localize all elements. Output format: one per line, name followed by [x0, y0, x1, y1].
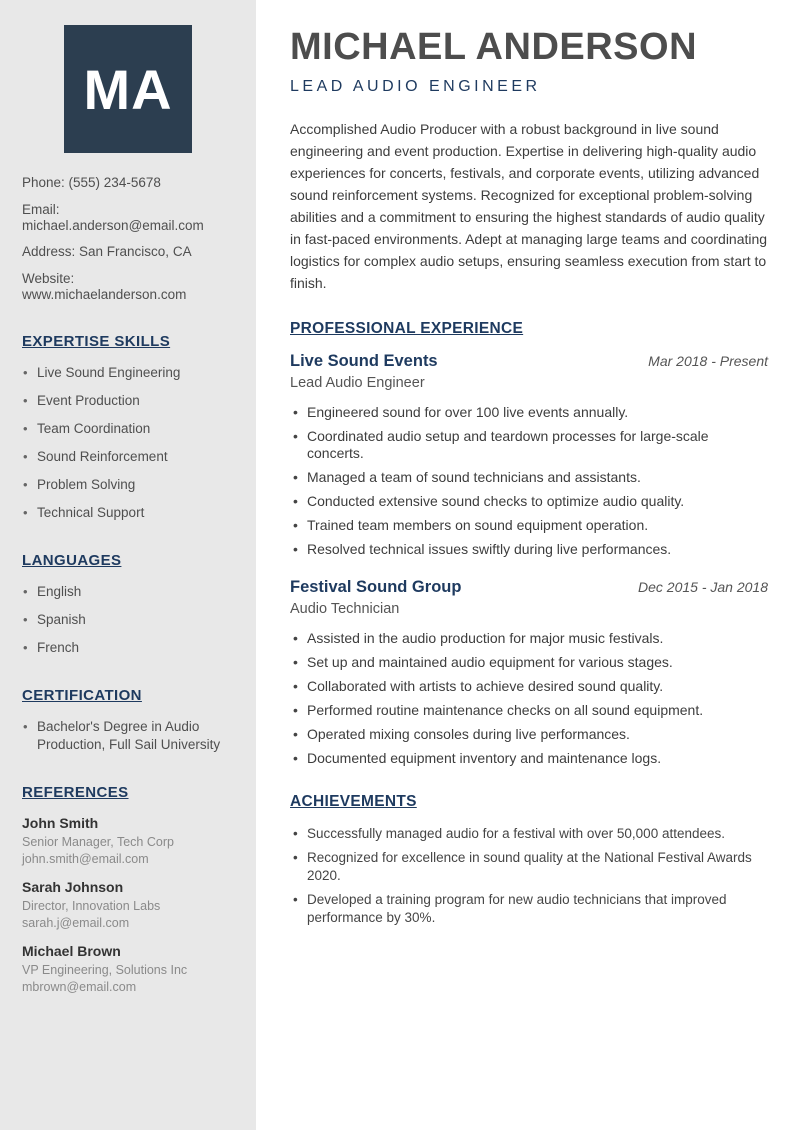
section-expertise-skills [22, 333, 234, 522]
achievement-item: • Successfully managed audio for a festival with over 50,000 attendees. [290, 825, 768, 843]
skill-item: • Sound Reinforcement [22, 448, 234, 466]
languages-list [22, 583, 234, 657]
job-bullet: • Operated mixing consoles during live performances. [290, 726, 768, 743]
section-achievements [290, 793, 768, 927]
avatar [64, 25, 192, 153]
reference-email: john.smith@email.com [22, 851, 149, 866]
job-bullet-list [290, 630, 768, 767]
job-company: Festival Sound Group [290, 578, 462, 596]
reference-email: sarah.j@email.com [22, 915, 130, 930]
skill-item: • Event Production [22, 392, 234, 410]
candidate-role: LEAD AUDIO ENGINEER [290, 78, 541, 95]
job-bullet: • Engineered sound for over 100 live events annually. [290, 404, 768, 421]
certification-title: CERTIFICATION [22, 686, 142, 704]
reference-name: Michael Brown [22, 942, 121, 959]
certification-list [22, 718, 234, 754]
language-item: • English [22, 583, 234, 601]
skill-item: • Technical Support [22, 504, 234, 522]
references-title: REFERENCES [22, 783, 129, 801]
candidate-name: MICHAEL ANDERSON [290, 26, 698, 68]
skill-item: • Live Sound Engineering [22, 364, 234, 382]
job-header [290, 578, 768, 597]
job-bullet: • Resolved technical issues swiftly during live performances. [290, 541, 768, 558]
expertise-skills-list [22, 364, 234, 522]
job-bullet: • Coordinated audio setup and teardown processes for large-scale concerts. [290, 428, 768, 462]
avatar-initials: MA [83, 57, 173, 121]
contact-email: Email: michael.anderson@email.com [22, 201, 204, 233]
reference-name: John Smith [22, 814, 99, 831]
job-position: Audio Technician [290, 601, 400, 617]
job-entry [290, 352, 768, 558]
reference-role: Director, Innovation Labs [22, 898, 161, 913]
job-bullet: • Assisted in the audio production for major music festivals. [290, 630, 768, 647]
job-dates: Dec 2015 - Jan 2018 [638, 579, 768, 595]
reference-entry [22, 943, 234, 996]
job-position: Lead Audio Engineer [290, 375, 425, 391]
summary-paragraph: Accomplished Audio Producer with a robust background in live sound engineering and event production. Expertise in delivering high-quality audio experiences for concerts, festivals, and corporate events, utilizing advanced sound reinforcement systems. Recognized for exceptional problem-solving abilities and a commitment to ensuring the highest standards of audio quality in fast-paced environments. Adept at managing large teams and coordinating logistics for complex audio setups, ensuring seamless execution from start to finish. [290, 121, 768, 291]
job-bullet: • Documented equipment inventory and maintenance logs. [290, 750, 768, 767]
skill-item: • Problem Solving [22, 476, 234, 494]
section-references [22, 784, 234, 996]
reference-entry [22, 815, 234, 868]
job-header [290, 352, 768, 371]
certification-item: • Bachelor's Degree in Audio Production, Full Sail University [22, 718, 234, 754]
languages-title: LANGUAGES [22, 551, 122, 569]
section-certification [22, 687, 234, 754]
section-languages [22, 552, 234, 657]
language-item: • French [22, 639, 234, 657]
job-dates: Mar 2018 - Present [648, 353, 768, 369]
expertise-skills-title: EXPERTISE SKILLS [22, 332, 171, 350]
professional-experience-title: PROFESSIONAL EXPERIENCE [290, 320, 524, 337]
achievement-item: • Developed a training program for new audio technicians that improved performance by 30%. [290, 891, 768, 927]
job-bullet-list [290, 404, 768, 558]
job-entry [290, 578, 768, 767]
contact-address: Address: San Francisco, CA [22, 244, 192, 259]
skill-item: • Team Coordination [22, 420, 234, 438]
job-company: Live Sound Events [290, 352, 438, 370]
achievements-list [290, 825, 768, 927]
reference-name: Sarah Johnson [22, 878, 124, 895]
main-content [256, 0, 800, 1130]
contact-info [22, 175, 234, 303]
contact-phone: Phone: (555) 234-5678 [22, 175, 161, 190]
job-bullet: • Trained team members on sound equipment operation. [290, 517, 768, 534]
sidebar [0, 0, 256, 1130]
job-bullet: • Conducted extensive sound checks to optimize audio quality. [290, 493, 768, 510]
achievements-title: ACHIEVEMENTS [290, 793, 417, 810]
achievement-item: • Recognized for excellence in sound quality at the National Festival Awards 2020. [290, 849, 768, 885]
reference-email: mbrown@email.com [22, 979, 137, 994]
job-bullet: • Collaborated with artists to achieve desired sound quality. [290, 678, 768, 695]
reference-entry [22, 879, 234, 932]
job-bullet: • Managed a team of sound technicians and assistants. [290, 469, 768, 486]
reference-role: Senior Manager, Tech Corp [22, 834, 174, 849]
language-item: • Spanish [22, 611, 234, 629]
job-bullet: • Performed routine maintenance checks on all sound equipment. [290, 702, 768, 719]
reference-role: VP Engineering, Solutions Inc [22, 962, 188, 977]
section-professional-experience [290, 320, 768, 767]
contact-website: Website: www.michaelanderson.com [22, 270, 187, 302]
job-bullet: • Set up and maintained audio equipment for various stages. [290, 654, 768, 671]
